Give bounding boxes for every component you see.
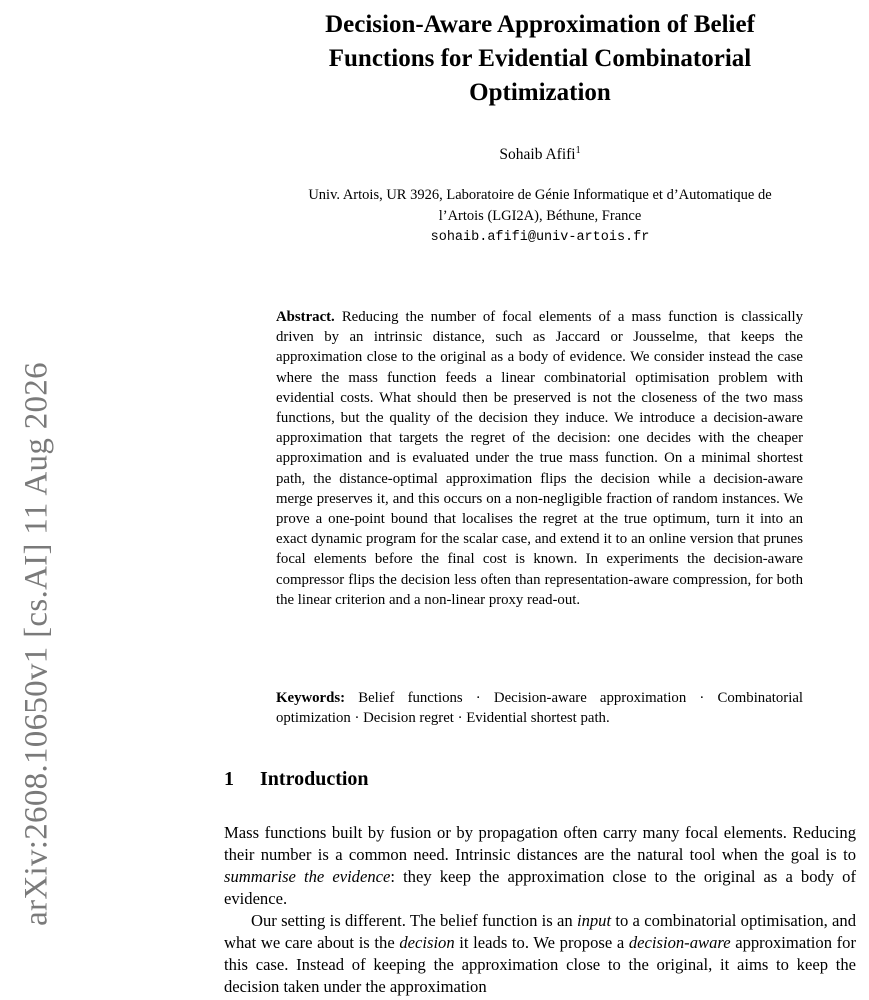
keywords <box>276 688 803 728</box>
affiliation-block <box>230 185 850 248</box>
abstract <box>276 307 803 610</box>
paragraph-text: to a combinatorial optimisation, and what we care about is the <box>224 911 857 952</box>
keywords-label: Keywords: <box>276 690 346 706</box>
emphasis-text: decision-aware <box>628 933 731 952</box>
abstract-text: Reducing the number of focal elements of a mass function is classically driven by an intrinsic distance, such as Jaccard or Jousselme, that keeps the approximation close to the original as a body of evidence. We consider instead the case where the mass function feeds a linear combinatorial optimisation problem with evidential costs. What should then be preserved is not the closeness of the two mass functions, but the quality of the decision they induce. We introduce a decision-aware approximation that targets the regret of the decision: one decides with the cheaper approximation and is evaluated under the true mass function. On a minimal shortest path, the distance-optimal approximation flips the decision while a decision-aware merge preserves it, and this occurs on a non-negligible fraction of random instances. We prove a one-point bound that localises the regret at the true optimum, turn it into an exact dynamic program for the scalar case, and extend it to an online version that prunes focal elements before the final cost is known. In experiments the decision-aware compressor flips the decision less often than representation-aware compression, for both the linear criterion and a non-linear proxy read-out. <box>276 309 804 608</box>
emphasis-text: input <box>576 911 612 930</box>
arxiv-identifier-text: arXiv:2608.10650v1 [cs.AI] 11 Aug 2026 <box>18 362 55 926</box>
paragraph <box>224 822 856 910</box>
author-name: Sohaib Afifi <box>499 146 576 164</box>
affiliation-mark: 1 <box>575 145 581 156</box>
keywords-text: Belief functions · Decision-aware approximation · Combinatorial optimization · Decision regret · Evidential shortest path. <box>276 690 803 727</box>
affiliation-line: l’Artois (LGI2A), Béthune, France <box>438 208 642 224</box>
section-number: 1 <box>224 768 234 790</box>
introduction-body <box>224 822 856 998</box>
abstract-label: Abstract. <box>276 309 335 325</box>
emphasis-text: decision <box>399 933 455 952</box>
paragraph <box>224 910 856 998</box>
paragraph-text: it leads to. We propose a <box>454 933 629 952</box>
title-line: Functions for Evidential Combinatorial <box>328 45 752 72</box>
paragraph-text: approximation for this case. Instead of keeping the approximation close to the original, it aims to keep the decision taken under the approximation <box>224 933 857 996</box>
section-title: Introduction <box>260 768 369 790</box>
section-heading <box>224 768 369 791</box>
title-line: Optimization <box>469 79 611 106</box>
affiliation-line: Univ. Artois, UR 3926, Laboratoire de Génie Informatique et d’Automatique de <box>308 187 772 203</box>
author-line <box>240 145 840 164</box>
title-line: Decision-Aware Approximation of Belief <box>325 11 755 38</box>
arxiv-identifier-stamp <box>0 0 56 1000</box>
paragraph-text: Our setting is different. The belief function is an <box>251 911 577 930</box>
author-email: sohaib.afifi@univ-artois.fr <box>430 230 650 245</box>
paragraph-text: : they keep the approximation close to the original as a body of evidence. <box>224 867 856 908</box>
paragraph-text: Mass functions built by fusion or by propagation often carry many focal elements. Reducing their number is a common need. Intrinsic distances are the natural tool when the goal is to <box>224 823 856 864</box>
emphasis-text: summarise the evidence <box>224 867 391 886</box>
paper-title <box>240 8 840 110</box>
